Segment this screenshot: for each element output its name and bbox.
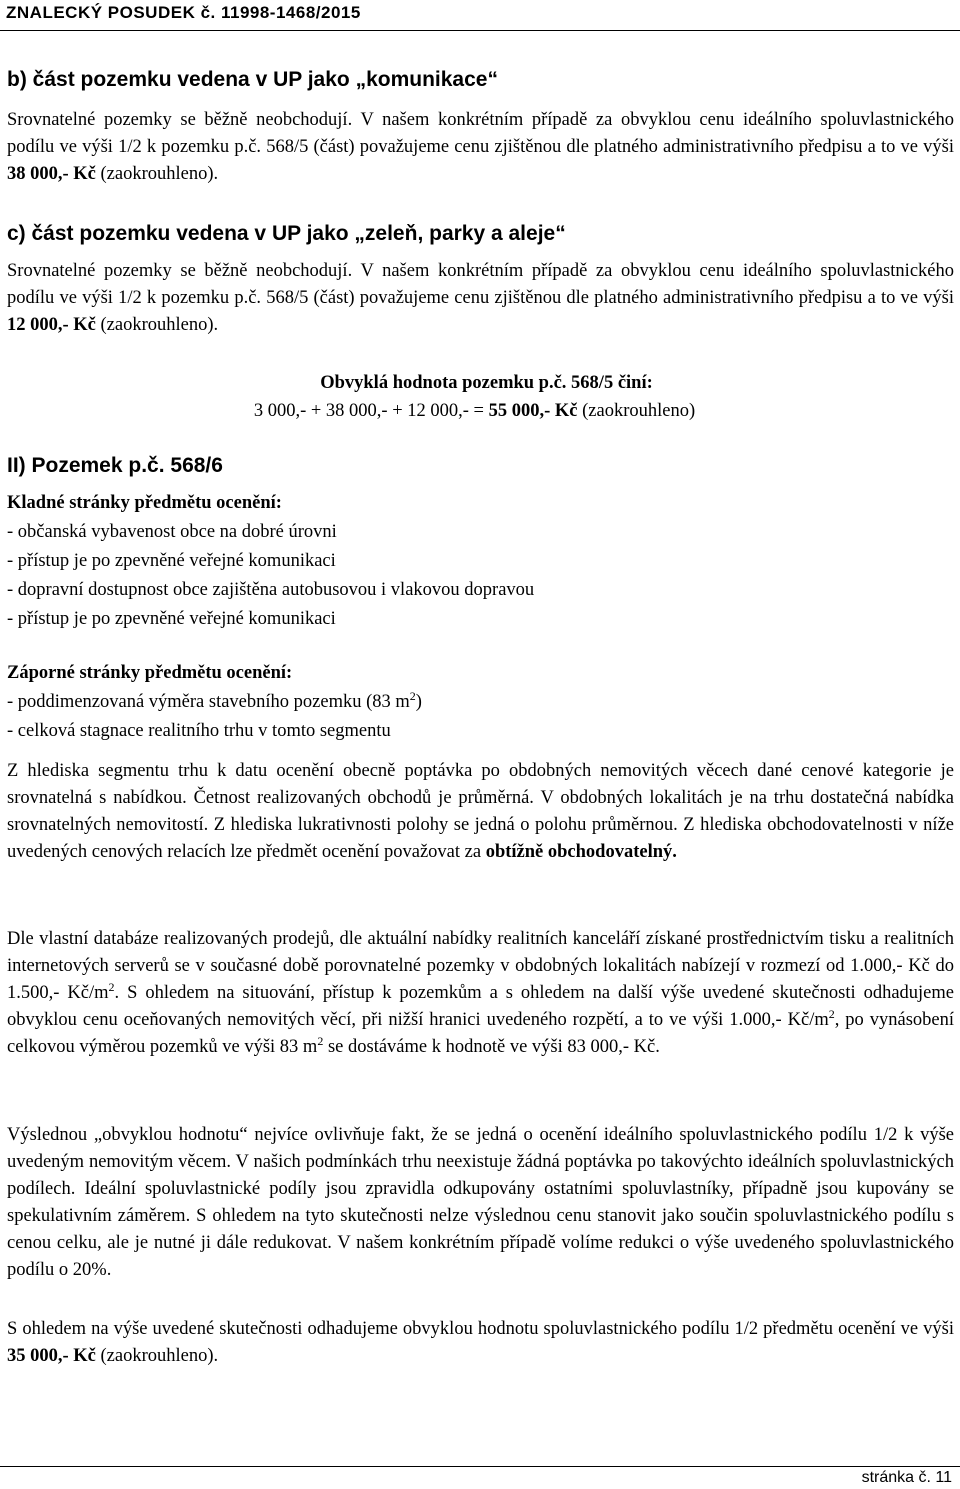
valuation-text-4: se dostáváme k hodnotě ve výši 83 000,- Kč. [323, 1037, 660, 1057]
valuation-sup-2: 2 [828, 1007, 835, 1021]
summary-formula-text: 3 000,- + 38 000,- + 12 000,- = [253, 401, 489, 421]
negative-1-text: - poddimenzovaná výměra stavebního pozemku (83 m [7, 692, 410, 712]
conclusion-paragraph [7, 1316, 954, 1370]
section-c-heading: c) část pozemku vedena v UP jako „zeleň, parky a aleje“ [7, 222, 566, 245]
valuation-text-1: Dle vlastní databáze realizovaných prodejů, dle aktuální nabídky realitních kanceláří získané prostřednictvím tisku a realitních internetových serverů se v současné době porovnatelné pozemky v obdobných lokalitách nabízejí v rozmezí od 1.000,- Kč do 1.500,- Kč/m [7, 929, 954, 1003]
summary-suffix: (zaokrouhleno) [577, 401, 696, 421]
market-paragraph [7, 758, 954, 866]
negative-1-superscript: 2 [409, 689, 416, 703]
valuation-sup-3: 2 [317, 1034, 324, 1048]
document-title: ZNALECKÝ POSUDEK č. 11998-1468/2015 [6, 3, 361, 22]
list-item: - občanská vybavenost obce na dobré úrovni [7, 522, 337, 542]
negatives-title: Záporné stránky předmětu ocenění: [7, 663, 293, 683]
valuation-paragraph [7, 926, 954, 1061]
positives-title: Kladné stránky předmětu ocenění: [7, 493, 282, 513]
summary-formula [1, 398, 948, 424]
list-item: - dopravní dostupnost obce zajištěna autobusovou i vlakovou dopravou [7, 580, 535, 600]
section-ii-heading: II) Pozemek p.č. 568/6 [7, 454, 223, 477]
section-c-text-suffix: (zaokrouhleno). [95, 315, 219, 335]
negatives-list [7, 688, 954, 746]
reduction-paragraph: Výslednou „obvyklou hodnotu“ nejvíce ovlivňuje fakt, že se jedná o ocenění ideálního spoluvlastnického podílu 1/2 k výše uvedeným nemovitým věcem. V našich podmínkách trhu neexistuje žádná poptávka po takovýchto ideálních spoluvlastnických podílech. Ideální spoluvlastnické podíly jsou zpravidla odkupovány ostatními spoluvlastníky, případně jsou kupovány se spekulativním záměrem. S ohledem na tyto skutečnosti nelze výslednou cenu stanovit jako součin spoluvlastnického podílu s cenou celku, ale je nutné ji dále redukovat. V našem konkrétním případě volíme redukci o výše uvedeného spoluvlastnického podílu o 20%. [7, 1125, 954, 1280]
page-header [0, 0, 960, 31]
valuation-text-3: , po vynásobení celkovou výměrou pozemků ve výši 83 m [7, 1010, 955, 1057]
section-b-text-suffix: (zaokrouhleno). [95, 164, 219, 184]
market-paragraph-conclusion: obtížně obchodovatelný. [485, 842, 677, 862]
conclusion-suffix: (zaokrouhleno). [95, 1346, 219, 1366]
valuation-sup-1: 2 [108, 980, 115, 994]
page-footer [0, 1466, 960, 1486]
section-c-text-body: Srovnatelné pozemky se běžně neobchodují. V našem konkrétním případě za obvyklou cenu ideálního spoluvlastnického podílu ve výši 1/2 k pozemku p.č. 568/5 (část) považujeme cenu zjištěnou dle platného administrativního předpisu a to ve výši [7, 261, 954, 308]
summary-title: Obvyklá hodnota pozemku p.č. 568/5 činí: [320, 373, 653, 393]
positives-list [7, 518, 954, 634]
summary-total: 55 000,- Kč [488, 401, 578, 421]
page-number: stránka č. 11 [861, 1469, 952, 1486]
section-b-text [7, 107, 954, 188]
list-item [7, 688, 954, 717]
valuation-text-2: . S ohledem na situování, přístup k pozemkům a s ohledem na další výše uvedené skutečnosti odhadujeme obvyklou cenu oceňovaných nemovitých věcí, při nižší hranici uvedeného rozpětí, a to ve výši 1.000,- Kč/m [7, 983, 954, 1030]
list-item: - přístup je po zpevněné veřejné komunikaci [7, 609, 336, 629]
section-c-text [7, 258, 954, 339]
section-b-value: 38 000,- Kč [7, 164, 96, 184]
section-b-text-body: Srovnatelné pozemky se běžně neobchodují. V našem konkrétním případě za obvyklou cenu ideálního spoluvlastnického podílu ve výši 1/2 k pozemku p.č. 568/5 (část) považujeme cenu zjištěnou dle platného administrativního předpisu a to ve výši [7, 110, 954, 157]
market-paragraph-text: Z hlediska segmentu trhu k datu ocenění obecně poptávka po obdobných nemovitých věcech dané cenové kategorie je srovnatelná s nabídkou. Četnost realizovaných obchodů je průměrná. V obdobných lokalitách je na trhu dostatečná nabídka srovnatelných nemovitostí. Z hlediska lukrativnosti polohy se jedná o polohu průměrnou. Z hlediska obchodovatelnosti v níže uvedených cenových relacích lze předmět ocenění považovat za [7, 761, 954, 862]
list-item: - přístup je po zpevněné veřejné komunikaci [7, 551, 336, 571]
section-b-heading: b) část pozemku vedena v UP jako „komunikace“ [7, 68, 498, 91]
section-c-value: 12 000,- Kč [7, 315, 96, 335]
conclusion-value: 35 000,- Kč [7, 1346, 96, 1366]
negative-1-suffix: ) [415, 692, 422, 712]
conclusion-text: S ohledem na výše uvedené skutečnosti odhadujeme obvyklou hodnotu spoluvlastnického podílu 1/2 předmětu ocenění ve výši [7, 1319, 954, 1339]
list-item: - celková stagnace realitního trhu v tomto segmentu [7, 721, 391, 741]
